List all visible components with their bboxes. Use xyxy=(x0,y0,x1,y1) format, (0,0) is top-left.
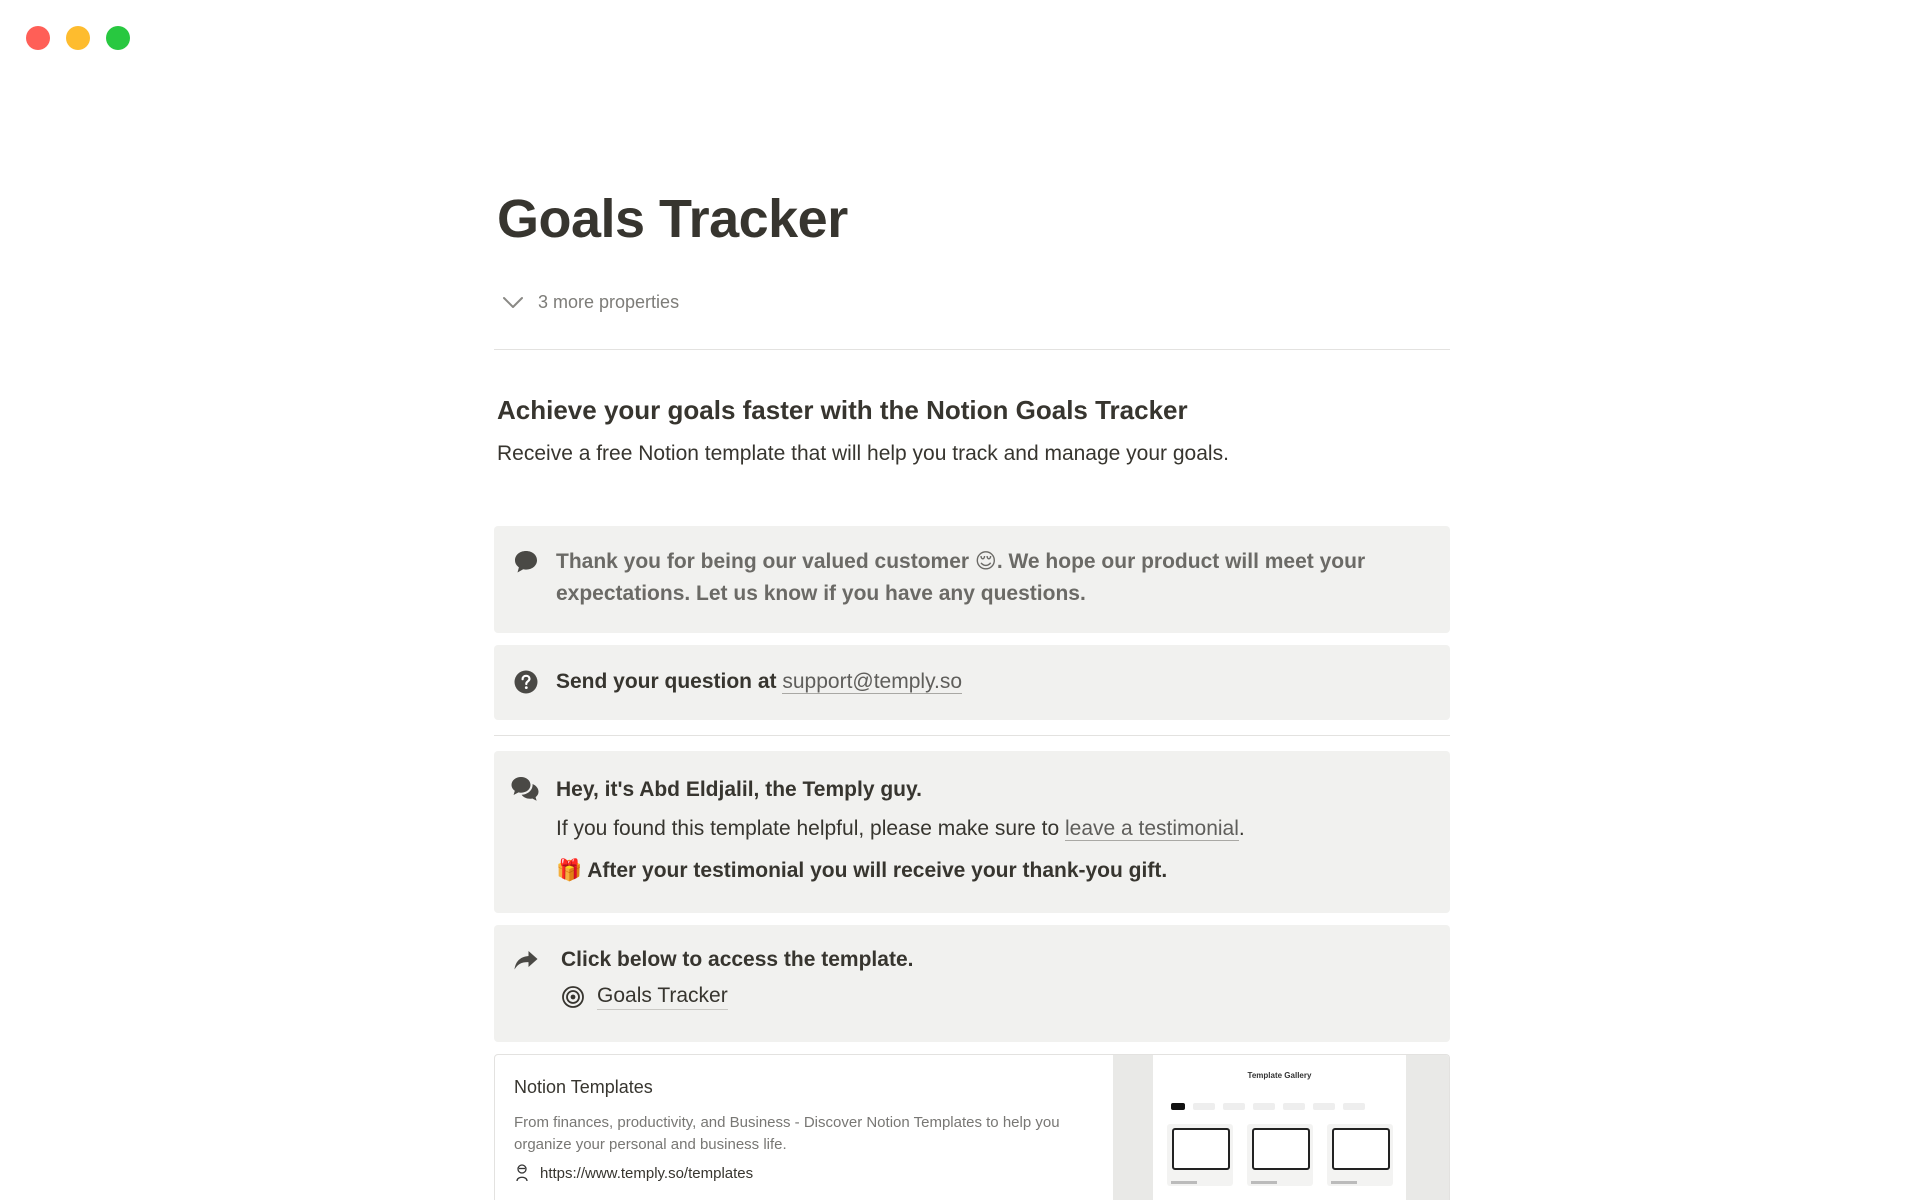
favicon-icon xyxy=(514,1164,530,1182)
bookmark-title: Notion Templates xyxy=(514,1077,653,1097)
greeting-text: Hey, it's Abd Eldjalil, the Temply guy. xyxy=(556,778,922,801)
bookmark-info xyxy=(514,1077,1094,1182)
more-properties-label: 3 more properties xyxy=(538,292,680,312)
bookmark-url: https://www.temply.so/templates xyxy=(540,1164,754,1182)
zoom-window-button[interactable] xyxy=(106,26,130,50)
access-text xyxy=(561,944,1390,976)
intro-heading[interactable]: Achieve your goals faster with the Notion Goals Tracker xyxy=(497,395,1188,425)
minimize-window-button[interactable] xyxy=(66,26,90,50)
section-divider xyxy=(494,735,1450,736)
notion-templates-bookmark[interactable] xyxy=(494,1054,1450,1200)
question-label: Send your question at xyxy=(556,670,783,693)
question-callout[interactable] xyxy=(494,645,1450,720)
preview-card xyxy=(1327,1124,1393,1186)
question-text xyxy=(556,666,1390,698)
support-email-link[interactable]: support@temply.so xyxy=(782,670,963,693)
gift-line xyxy=(556,855,1390,887)
leave-testimonial-link[interactable]: leave a testimonial xyxy=(1064,817,1239,840)
preview-subheading-lines xyxy=(1153,1083,1406,1089)
speech-bubble-icon[interactable] xyxy=(512,548,540,576)
testimonial-line-end: . xyxy=(1238,817,1245,840)
relieved-face-emoji: 😌 xyxy=(974,550,997,573)
testimonial-line xyxy=(556,813,1390,845)
template-page-link-row xyxy=(561,983,1390,1010)
testimonial-line-start: If you found this template helpful, please make sure to xyxy=(556,817,1065,840)
properties-divider xyxy=(494,349,1450,350)
more-properties-toggle[interactable] xyxy=(502,292,679,313)
bookmark-preview-image xyxy=(1153,1055,1406,1200)
preview-card xyxy=(1247,1124,1313,1186)
thanks-text-start: Thank you for being our valued customer xyxy=(556,550,975,573)
testimonial-greeting xyxy=(556,774,1390,806)
preview-cards xyxy=(1167,1124,1406,1186)
preview-tab xyxy=(1193,1103,1215,1110)
access-label: Click below to access the template. xyxy=(561,948,914,971)
preview-card xyxy=(1167,1124,1233,1186)
preview-tab xyxy=(1283,1103,1305,1110)
thanks-text xyxy=(556,546,1390,610)
bookmark-description: From finances, productivity, and Business - Discover Notion Templates to help you organize your personal and business life. xyxy=(514,1114,1060,1153)
goals-tracker-link-text: Goals Tracker xyxy=(597,983,728,1010)
window-controls xyxy=(26,26,130,50)
comments-icon[interactable] xyxy=(510,775,542,803)
page-title[interactable]: Goals Tracker xyxy=(497,189,848,249)
preview-tab xyxy=(1171,1103,1185,1110)
preview-tabs xyxy=(1171,1103,1406,1110)
access-callout[interactable] xyxy=(494,925,1450,1042)
preview-tab xyxy=(1313,1103,1335,1110)
close-window-button[interactable] xyxy=(26,26,50,50)
target-icon xyxy=(561,985,585,1009)
bookmark-preview xyxy=(1113,1055,1449,1200)
intro-text[interactable]: Receive a free Notion template that will help you track and manage your goals. xyxy=(497,442,1229,465)
gift-text: After your testimonial you will receive your thank-you gift. xyxy=(582,859,1168,882)
thanks-text-end: . We hope our product will meet your expectations. Let us know if you have any questions. xyxy=(556,550,1366,605)
preview-heading: Template Gallery xyxy=(1247,1071,1312,1080)
gift-emoji: 🎁 xyxy=(556,859,583,882)
preview-tab xyxy=(1223,1103,1245,1110)
share-arrow-icon[interactable] xyxy=(512,947,540,975)
thanks-callout[interactable] xyxy=(494,526,1450,633)
bookmark-url-row xyxy=(514,1164,1094,1182)
preview-tab xyxy=(1253,1103,1275,1110)
testimonial-callout[interactable] xyxy=(494,751,1450,913)
preview-tab xyxy=(1343,1103,1365,1110)
chevron-down-icon xyxy=(502,296,524,310)
question-circle-icon[interactable] xyxy=(512,668,540,696)
goals-tracker-page-link[interactable] xyxy=(561,983,1390,1010)
